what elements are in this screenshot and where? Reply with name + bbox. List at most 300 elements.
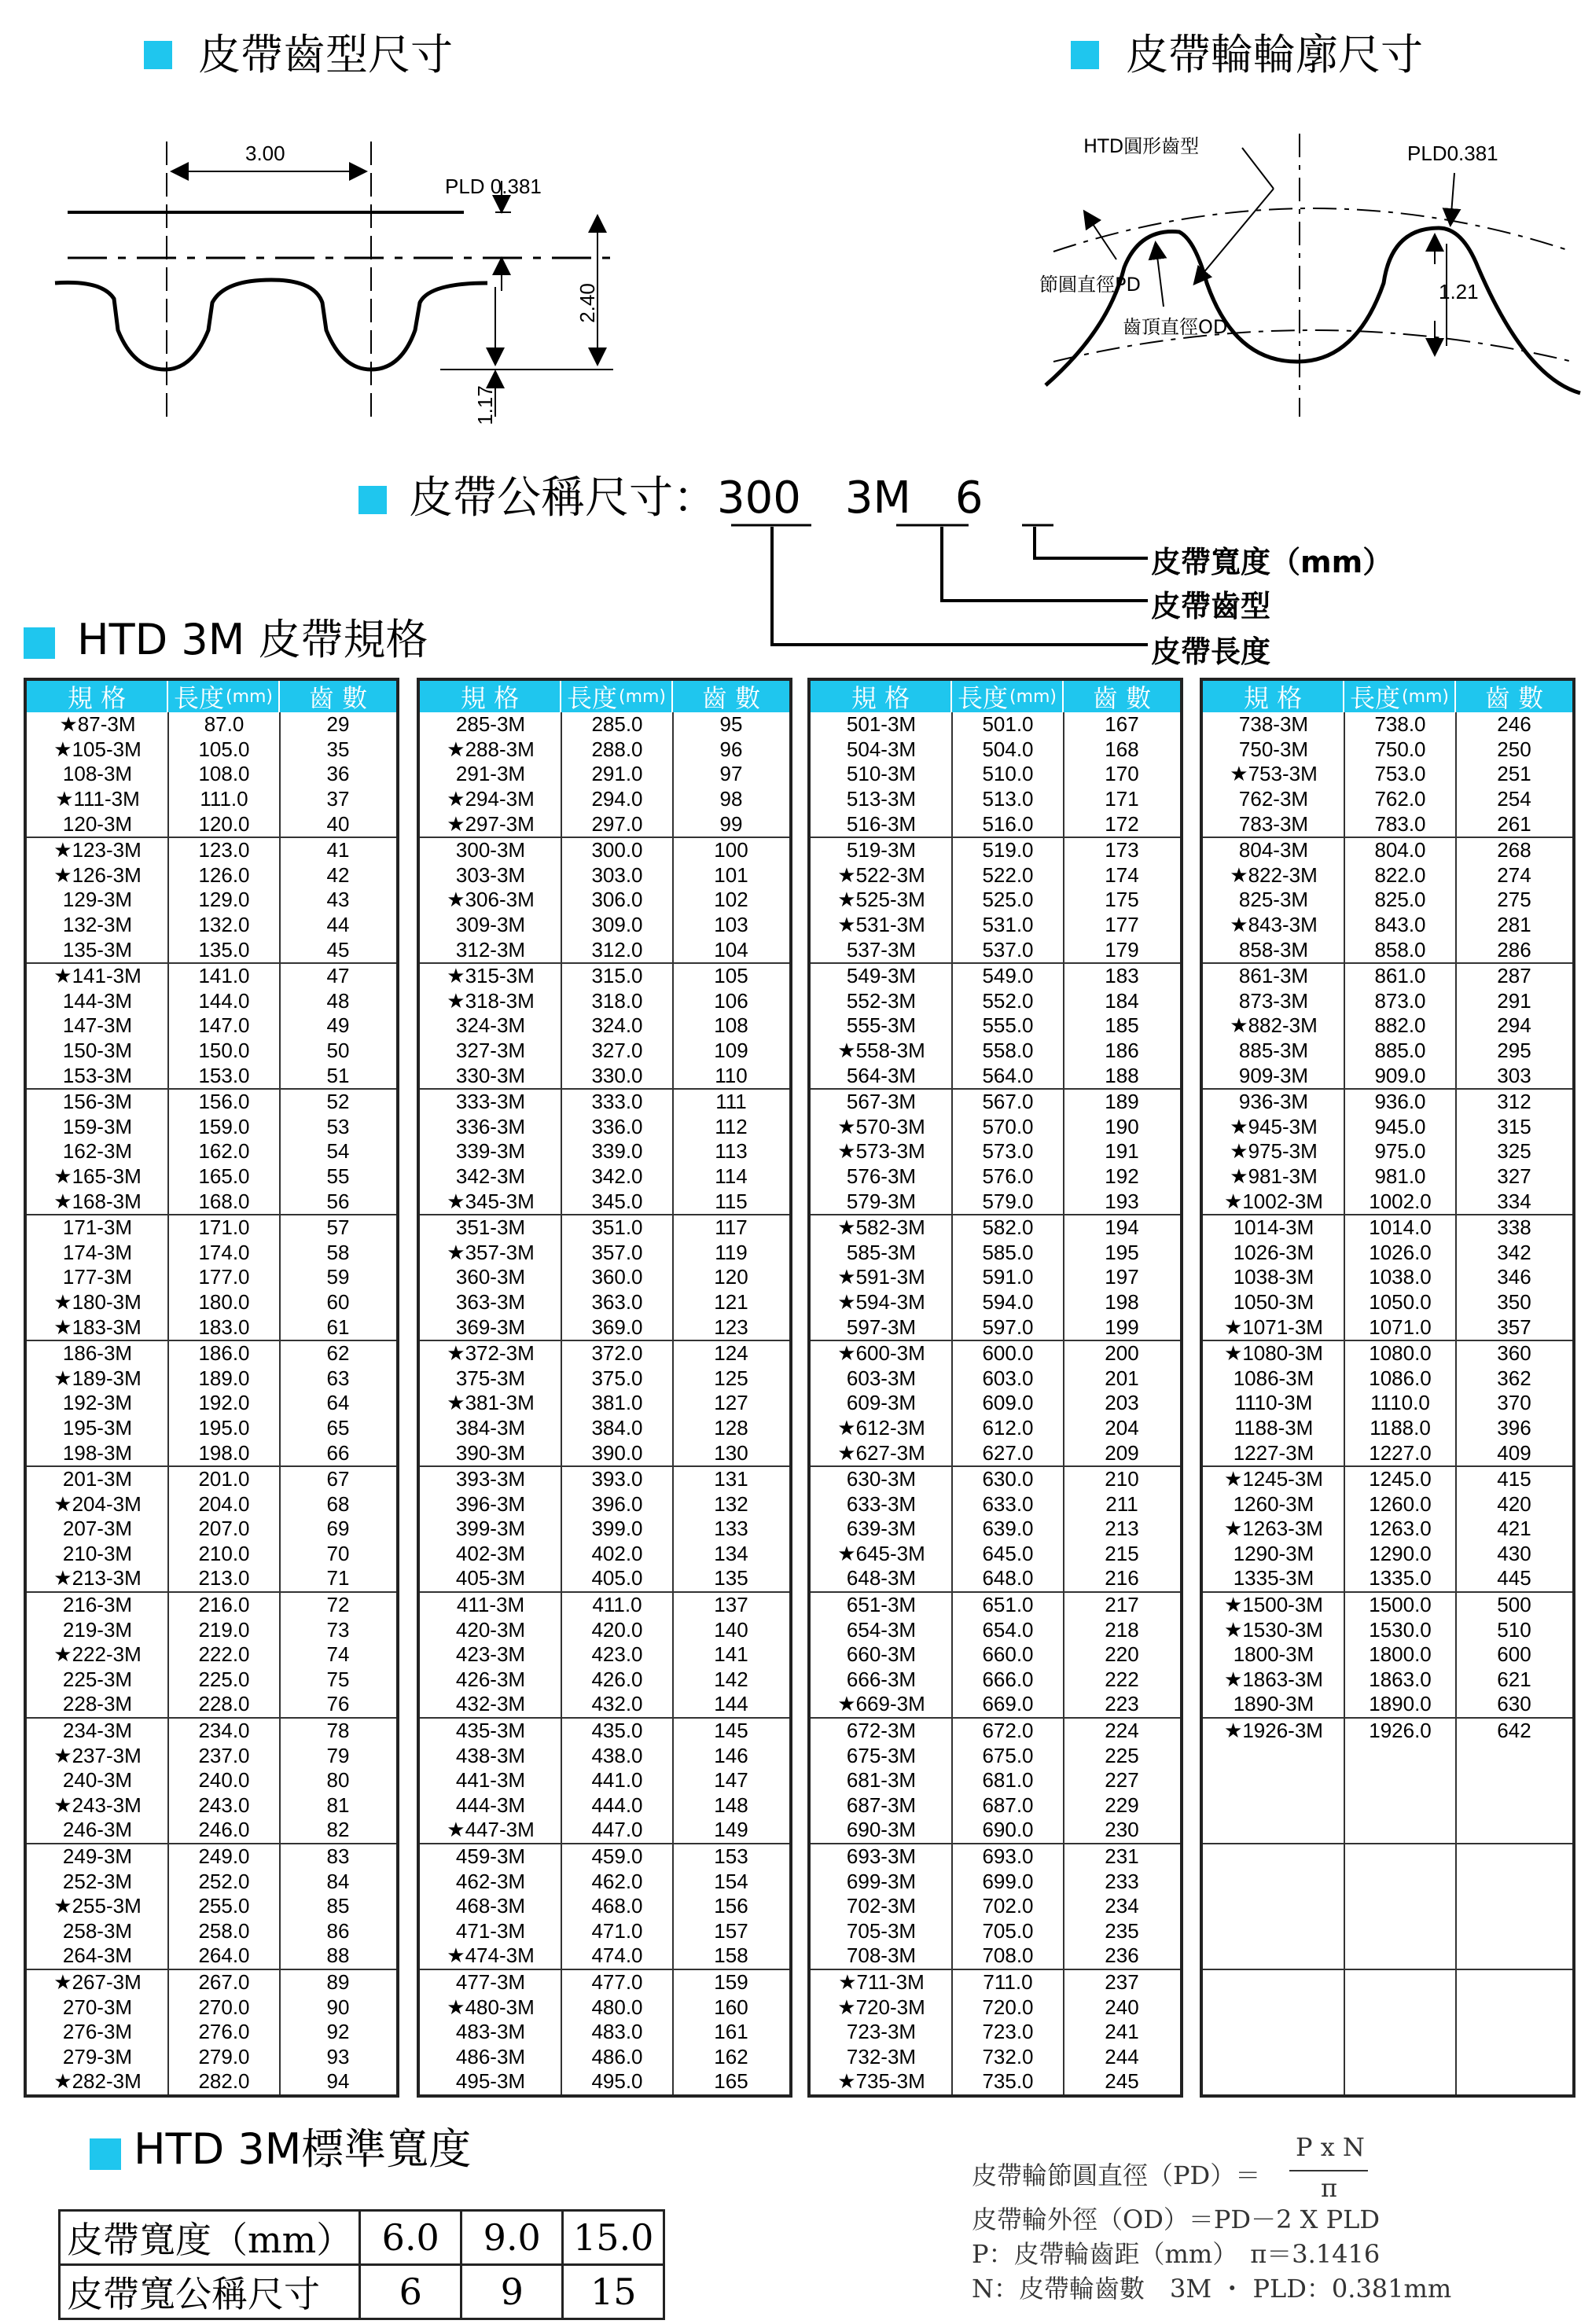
length-cell: 189.0: [198, 1366, 250, 1390]
teeth-cell: 172: [1105, 811, 1139, 836]
spec-cell: 702-3M: [846, 1894, 917, 1918]
length-cell: 477.0: [591, 1969, 643, 1994]
teeth-cell: 154: [714, 1869, 748, 1893]
spec-cell: 1086-3M: [1233, 1366, 1314, 1390]
table-row: [27, 1491, 396, 1517]
length-cell: 282.0: [198, 2069, 250, 2094]
length-cell: 87.0: [204, 712, 244, 737]
table-row: [1203, 1919, 1572, 1944]
spec-header-teeth: 齒 數: [1484, 683, 1544, 713]
teeth-cell: 135: [714, 1566, 748, 1590]
teeth-cell: 327: [1497, 1164, 1531, 1188]
table-row: [27, 762, 396, 787]
table-row: [27, 1943, 396, 1969]
teeth-cell: 185: [1105, 1013, 1139, 1038]
teeth-cell: 156: [714, 1894, 748, 1918]
spec-cell: 249-3M: [62, 1844, 133, 1869]
spec-cell: ★204-3M: [53, 1491, 142, 1516]
spec-cell: ★297-3M: [447, 811, 535, 836]
length-cell: 438.0: [591, 1743, 643, 1767]
spec-cell: ★189-3M: [53, 1366, 142, 1390]
spec-cell: 441-3M: [455, 1768, 526, 1793]
teeth-cell: 47: [326, 964, 350, 988]
table-row: [420, 1617, 789, 1642]
spec-cell: ★1926-3M: [1224, 1719, 1323, 1743]
spec-cell: 333-3M: [455, 1090, 526, 1114]
length-cell: 666.0: [982, 1667, 1034, 1691]
teeth-cell: 157: [714, 1918, 748, 1943]
nominal-width-value: 6: [360, 2265, 461, 2319]
table-row: [1203, 2020, 1572, 2045]
teeth-cell: 274: [1497, 862, 1531, 887]
table-row: [420, 1164, 789, 1190]
table-row: [811, 837, 1180, 863]
pld-dimension: PLD 0.381: [445, 175, 542, 198]
spec-header-length-text: 長度: [173, 683, 224, 713]
table-row: [1203, 787, 1572, 812]
table-row: [420, 712, 789, 737]
teeth-cell: 281: [1497, 913, 1531, 937]
spec-cell: 186-3M: [62, 1341, 133, 1366]
teeth-cell: 240: [1105, 1995, 1139, 2019]
teeth-cell: 225: [1105, 1743, 1139, 1767]
teeth-cell: 315: [1497, 1114, 1531, 1138]
width-table: [58, 2209, 665, 2320]
table-row: [1203, 1743, 1572, 1768]
belt-width-label: 皮帶寬度（mm）: [1151, 545, 1393, 579]
table-row: [27, 1416, 396, 1441]
spec-cell: 783-3M: [1238, 811, 1309, 836]
length-cell: 609.0: [982, 1391, 1034, 1415]
spec-cell: 234-3M: [62, 1719, 133, 1743]
table-row: [27, 1340, 396, 1366]
table-row: [420, 737, 789, 763]
spec-cell: 564-3M: [846, 1063, 917, 1087]
length-cell: 393.0: [591, 1467, 643, 1491]
length-cell: 1926.0: [1369, 1719, 1432, 1743]
table-row: [1203, 1542, 1572, 1567]
length-cell: 519.0: [982, 838, 1034, 862]
length-cell: [1344, 1793, 1456, 1818]
spec-cell: 1800-3M: [1233, 1642, 1314, 1667]
spec-cell: 486-3M: [455, 2044, 526, 2068]
spec-cell: ★243-3M: [53, 1793, 142, 1817]
teeth-cell: 119: [715, 1240, 748, 1264]
spec-cell: ★612-3M: [837, 1415, 925, 1440]
spec-cell: 885-3M: [1238, 1039, 1309, 1063]
spec-cell: [1203, 2069, 1344, 2094]
spec-cell: ★522-3M: [837, 862, 925, 887]
length-cell: 111.0: [200, 787, 248, 811]
column-divider: [951, 712, 953, 2094]
length-cell: 564.0: [982, 1063, 1034, 1087]
length-cell: 558.0: [982, 1039, 1034, 1063]
spec-cell: ★582-3M: [837, 1215, 925, 1240]
spec-cell: 402-3M: [455, 1541, 526, 1565]
teeth-cell: [1456, 1919, 1572, 1944]
teeth-cell: 63: [326, 1366, 350, 1390]
teeth-cell: 114: [715, 1164, 748, 1188]
table-row: [420, 1919, 789, 1944]
table-row: [811, 737, 1180, 763]
teeth-cell: 230: [1105, 1818, 1139, 1842]
table-row: [811, 1465, 1180, 1492]
length-cell: 390.0: [591, 1440, 643, 1465]
length-cell: 213.0: [198, 1566, 250, 1590]
table-row: [27, 1088, 396, 1115]
teeth-cell: 251: [1497, 762, 1531, 786]
table-row: [811, 1214, 1180, 1241]
table-row: [811, 1668, 1180, 1693]
spec-cell: ★447-3M: [447, 1818, 535, 1842]
length-cell: 384.0: [591, 1415, 643, 1440]
length-cell: 555.0: [982, 1013, 1034, 1038]
table-row: [420, 837, 789, 863]
spec-cell: ★255-3M: [53, 1894, 142, 1918]
length-cell: 603.0: [982, 1366, 1034, 1390]
spec-table-1: [24, 678, 399, 2098]
length-cell: 105.0: [198, 737, 250, 761]
table-row: [27, 787, 396, 812]
length-cell: 426.0: [591, 1667, 643, 1691]
pitch-dimension: 3.00: [245, 142, 285, 165]
table-row: [420, 1265, 789, 1290]
table-row: [811, 1416, 1180, 1441]
length-cell: 315.0: [591, 964, 643, 988]
teeth-cell: 175: [1105, 888, 1139, 912]
teeth-cell: 158: [714, 1943, 748, 1968]
teeth-cell: 245: [1105, 2069, 1139, 2094]
teeth-cell: 193: [1105, 1189, 1139, 1213]
teeth-cell: 108: [714, 1013, 748, 1038]
table-row: [1203, 1642, 1572, 1668]
length-cell: 1530.0: [1369, 1617, 1432, 1642]
table-row: [420, 1315, 789, 1340]
length-cell: 411.0: [592, 1593, 642, 1617]
table-row: [27, 913, 396, 938]
teeth-cell: 350: [1497, 1289, 1531, 1314]
table-row: [1203, 937, 1572, 962]
spec-cell: ★165-3M: [53, 1164, 142, 1188]
table-row: [420, 1391, 789, 1416]
length-cell: 255.0: [198, 1894, 250, 1918]
table-row: [1203, 1869, 1572, 1894]
length-cell: 645.0: [982, 1541, 1034, 1565]
spec-cell: 327-3M: [455, 1039, 526, 1063]
spec-header-length: [561, 681, 673, 712]
belt-length-label: 皮帶長度: [1151, 634, 1271, 669]
length-cell: 1800.0: [1369, 1642, 1432, 1667]
length-cell: 156.0: [198, 1090, 250, 1114]
table-row: [811, 1115, 1180, 1140]
spec-cell: 342-3M: [455, 1164, 526, 1188]
teeth-cell: [1456, 1970, 1572, 1995]
length-cell: 735.0: [982, 2069, 1034, 2094]
length-cell: 423.0: [591, 1642, 643, 1667]
table-row: [811, 2069, 1180, 2094]
table-row: [27, 1818, 396, 1843]
spec-header-length-unit: (mm): [1009, 686, 1057, 707]
table-row: [811, 863, 1180, 888]
spec-cell: 171-3M: [62, 1215, 133, 1240]
teeth-cell: 105: [714, 964, 748, 988]
table-row: [811, 811, 1180, 837]
teeth-cell: 93: [326, 2044, 350, 2068]
teeth-cell: 130: [714, 1440, 748, 1465]
teeth-cell: [1456, 2069, 1572, 2094]
spec-header-length: [168, 681, 280, 712]
table-row: [1203, 1843, 1572, 1870]
table-row: [27, 1617, 396, 1642]
table-row: [811, 1591, 1180, 1618]
teeth-cell: 97: [719, 762, 743, 786]
table-row: [811, 1265, 1180, 1290]
table-row: [420, 1491, 789, 1517]
teeth-cell: 220: [1105, 1642, 1139, 1667]
table-row: [811, 1642, 1180, 1668]
spec-cell: 285-3M: [455, 712, 526, 737]
spec-header-length-text: 長度: [957, 683, 1008, 713]
table-row: [811, 1717, 1180, 1744]
spec-cell: 228-3M: [62, 1692, 133, 1716]
teeth-cell: 236: [1105, 1943, 1139, 1968]
spec-cell: ★345-3M: [447, 1189, 535, 1213]
teeth-cell: 71: [326, 1566, 350, 1590]
spec-cell: 483-3M: [455, 2020, 526, 2044]
teeth-cell: 90: [326, 1995, 350, 2019]
teeth-cell: 179: [1105, 937, 1139, 962]
length-cell: 351.0: [591, 1215, 643, 1240]
teeth-cell: 48: [326, 988, 350, 1013]
spec-cell: 303-3M: [455, 862, 526, 887]
teeth-cell: [1456, 1869, 1572, 1894]
teeth-cell: 149: [714, 1818, 748, 1842]
teeth-cell: 216: [1105, 1566, 1139, 1590]
spec-header-length-text: 長度: [566, 683, 617, 713]
table-row: [27, 1465, 396, 1492]
width-value: 9.0: [461, 2211, 563, 2265]
table-row: [27, 1743, 396, 1768]
width-row-label: 皮帶寬度（mm）: [60, 2211, 360, 2265]
table-row: [27, 1391, 396, 1416]
spec-cell: 216-3M: [62, 1593, 133, 1617]
length-cell: 753.0: [1374, 762, 1426, 786]
teeth-cell: 291: [1497, 988, 1531, 1013]
table-row: [27, 1039, 396, 1064]
teeth-cell: 92: [326, 2020, 350, 2044]
length-cell: 882.0: [1374, 1013, 1426, 1038]
length-cell: 174.0: [198, 1240, 250, 1264]
teeth-cell: 600: [1497, 1642, 1531, 1667]
teeth-cell: 421: [1497, 1517, 1531, 1541]
teeth-cell: 445: [1497, 1566, 1531, 1590]
length-cell: 462.0: [591, 1869, 643, 1893]
length-cell: 699.0: [982, 1869, 1034, 1893]
spec-cell: 762-3M: [1238, 787, 1309, 811]
table-row: [1203, 1189, 1572, 1214]
spec-cell: 666-3M: [846, 1667, 917, 1691]
teeth-cell: 115: [715, 1189, 748, 1213]
teeth-cell: 64: [326, 1391, 350, 1415]
spec-cell: 576-3M: [846, 1164, 917, 1188]
length-cell: 369.0: [591, 1315, 643, 1339]
table-row: [27, 1440, 396, 1465]
spec-cell: 375-3M: [455, 1366, 526, 1390]
length-cell: 288.0: [591, 737, 643, 761]
table-row: [27, 1969, 396, 1995]
spec-cell: ★357-3M: [447, 1240, 535, 1264]
spec-cell: 399-3M: [455, 1517, 526, 1541]
spec-cell: 225-3M: [62, 1667, 133, 1691]
spec-cell: ★267-3M: [53, 1969, 142, 1994]
length-cell: 909.0: [1374, 1063, 1426, 1087]
table-row: [420, 1440, 789, 1465]
length-cell: 210.0: [198, 1541, 250, 1565]
spec-cell: 519-3M: [846, 838, 917, 862]
column-divider: [561, 712, 562, 2094]
length-cell: 162.0: [198, 1139, 250, 1164]
length-cell: 330.0: [591, 1063, 643, 1087]
height-dimension: 2.40: [575, 283, 599, 323]
spec-cell: ★381-3M: [447, 1391, 535, 1415]
od-formula: 皮帶輪外徑（OD）＝PD－2 X PLD: [972, 2204, 1381, 2234]
length-cell: 252.0: [198, 1869, 250, 1893]
length-cell: 762.0: [1374, 787, 1426, 811]
spec-cell: 723-3M: [846, 2020, 917, 2044]
length-cell: 732.0: [982, 2044, 1034, 2068]
spec-cell: [1203, 1970, 1344, 1995]
spec-cell: 135-3M: [62, 937, 133, 962]
teeth-cell: 134: [714, 1541, 748, 1565]
length-cell: 186.0: [198, 1341, 250, 1366]
length-cell: 750.0: [1374, 737, 1426, 761]
spec-cell: [1203, 1894, 1344, 1919]
spec-cell: 1050-3M: [1233, 1289, 1314, 1314]
length-cell: 318.0: [591, 988, 643, 1013]
table-row: [1203, 1063, 1572, 1088]
teeth-cell: 67: [326, 1467, 350, 1491]
length-cell: 192.0: [198, 1391, 250, 1415]
pitch-diameter-label: 節圓直徑PD: [1039, 274, 1141, 296]
table-row: [811, 1517, 1180, 1542]
spec-cell: ★294-3M: [447, 787, 535, 811]
length-cell: 738.0: [1374, 712, 1426, 737]
teeth-cell: 54: [326, 1139, 350, 1164]
teeth-cell: 325: [1497, 1139, 1531, 1164]
length-cell: 198.0: [198, 1440, 250, 1465]
spec-cell: 159-3M: [62, 1114, 133, 1138]
length-cell: 207.0: [198, 1517, 250, 1541]
length-cell: 1227.0: [1369, 1440, 1432, 1465]
teeth-cell: 112: [715, 1114, 748, 1138]
table-row: [1203, 1943, 1572, 1969]
table-row: [811, 1542, 1180, 1567]
length-cell: 549.0: [982, 964, 1034, 988]
teeth-note: N：皮帶輪齒數 3M ・ PLD：0.381mm: [972, 2274, 1452, 2304]
spec-cell: 435-3M: [455, 1719, 526, 1743]
table-row: [1203, 962, 1572, 989]
teeth-cell: 68: [326, 1491, 350, 1516]
teeth-cell: 50: [326, 1039, 350, 1063]
teeth-cell: 113: [715, 1139, 748, 1164]
teeth-cell: 89: [326, 1969, 350, 1994]
length-cell: 525.0: [982, 888, 1034, 912]
length-cell: 1260.0: [1369, 1491, 1432, 1516]
spec-cell: 198-3M: [62, 1440, 133, 1465]
spec-cell: 192-3M: [62, 1391, 133, 1415]
teeth-cell: 101: [714, 862, 748, 887]
table-row: [27, 937, 396, 962]
spec-cell: 444-3M: [455, 1793, 526, 1817]
spec-cell: 549-3M: [846, 964, 917, 988]
table-row: [420, 1542, 789, 1567]
spec-cell: 1290-3M: [1233, 1541, 1314, 1565]
length-cell: 120.0: [198, 811, 250, 836]
length-cell: [1344, 2069, 1456, 2094]
table-row: [27, 1189, 396, 1214]
length-cell: 495.0: [591, 2069, 643, 2094]
teeth-cell: 415: [1497, 1467, 1531, 1491]
table-row: [1203, 1088, 1572, 1115]
teeth-cell: [1456, 1943, 1572, 1969]
teeth-cell: 124: [714, 1341, 748, 1366]
teeth-cell: 73: [326, 1617, 350, 1642]
table-row: [811, 1743, 1180, 1768]
teeth-cell: 45: [326, 937, 350, 962]
spec-cell: ★558-3M: [837, 1039, 925, 1063]
teeth-cell: 630: [1497, 1692, 1531, 1716]
length-cell: 474.0: [591, 1943, 643, 1968]
pulley-depth-dimension: 1.21: [1439, 280, 1479, 303]
teeth-cell: 70: [326, 1541, 350, 1565]
teeth-cell: 117: [715, 1215, 748, 1240]
teeth-cell: 235: [1105, 1918, 1139, 1943]
spec-cell: [1203, 1743, 1344, 1768]
length-cell: 402.0: [591, 1541, 643, 1565]
table-row: [811, 1869, 1180, 1894]
spec-header-length: [952, 681, 1064, 712]
spec-cell: 651-3M: [846, 1593, 917, 1617]
table-row: [1203, 1566, 1572, 1591]
table-row: [420, 1214, 789, 1241]
table-row: [1203, 1164, 1572, 1190]
spec-cell: 687-3M: [846, 1793, 917, 1817]
length-cell: 246.0: [198, 1818, 250, 1842]
teeth-cell: 103: [714, 913, 748, 937]
length-cell: [1344, 1818, 1456, 1843]
table-row: [420, 762, 789, 787]
length-cell: 945.0: [1374, 1114, 1426, 1138]
table-row: [27, 1919, 396, 1944]
teeth-cell: 51: [326, 1063, 350, 1087]
teeth-cell: 106: [714, 988, 748, 1013]
length-cell: [1344, 1919, 1456, 1944]
spec-cell: 276-3M: [62, 2020, 133, 2044]
teeth-cell: 500: [1497, 1593, 1531, 1617]
spec-cell: 270-3M: [62, 1995, 133, 2019]
teeth-cell: 66: [326, 1440, 350, 1465]
teeth-cell: 74: [326, 1642, 350, 1667]
length-cell: [1344, 1768, 1456, 1793]
length-cell: 228.0: [198, 1692, 250, 1716]
length-cell: 291.0: [591, 762, 643, 786]
length-cell: 150.0: [198, 1039, 250, 1063]
teeth-cell: 123: [714, 1315, 748, 1339]
spec-cell: 1227-3M: [1233, 1440, 1314, 1465]
teeth-cell: 160: [714, 1995, 748, 2019]
spec-cell: 510-3M: [846, 762, 917, 786]
length-cell: 447.0: [591, 1818, 643, 1842]
